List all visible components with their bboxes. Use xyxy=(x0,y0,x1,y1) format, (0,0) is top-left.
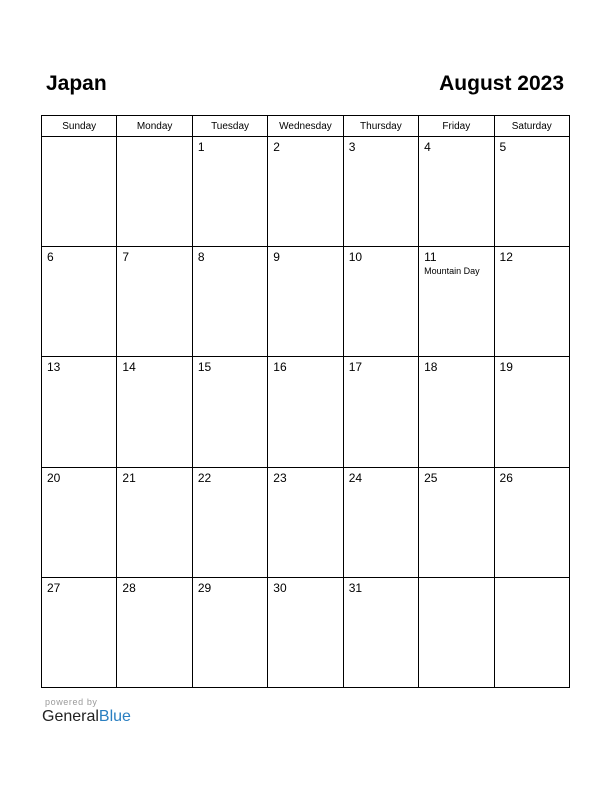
day-cell xyxy=(494,467,569,577)
holiday-label: Mountain Day xyxy=(424,266,480,277)
day-number: 22 xyxy=(197,470,212,485)
day-cell xyxy=(419,577,494,687)
day-number xyxy=(42,137,116,140)
week-row xyxy=(42,467,570,577)
day-number xyxy=(495,578,569,581)
day-cell xyxy=(117,467,192,577)
weekday-monday: Monday xyxy=(117,116,192,137)
weekday-header-row xyxy=(42,116,570,137)
day-number: 19 xyxy=(499,360,513,375)
day-number: 26 xyxy=(499,470,513,485)
day-number: 11 xyxy=(424,250,437,265)
day-number: 9 xyxy=(273,250,280,265)
day-cell xyxy=(268,137,343,247)
day-number: 6 xyxy=(47,250,54,265)
day-cell xyxy=(419,467,494,577)
day-number: 13 xyxy=(47,360,61,375)
day-number: 5 xyxy=(499,140,507,154)
day-cell xyxy=(192,467,267,577)
day-number: 12 xyxy=(499,250,513,265)
powered-by-label: powered by xyxy=(45,697,98,707)
logo-blue-text: Blue xyxy=(98,708,131,725)
day-number: 15 xyxy=(197,360,212,375)
day-cell xyxy=(343,137,418,247)
day-cell xyxy=(42,357,117,467)
day-number: 16 xyxy=(273,360,287,375)
day-number: 25 xyxy=(424,470,438,485)
week-row xyxy=(42,577,570,687)
week-row xyxy=(42,357,570,467)
logo-general-text: General xyxy=(42,708,99,725)
day-number: 30 xyxy=(273,580,287,595)
day-cell xyxy=(343,577,418,687)
day-cell xyxy=(419,137,494,247)
weekday-friday: Friday xyxy=(419,116,494,137)
day-cell xyxy=(343,467,418,577)
day-number: 3 xyxy=(348,140,356,154)
day-number: 27 xyxy=(47,580,61,595)
day-number: 31 xyxy=(348,580,363,595)
day-number: 28 xyxy=(122,580,136,595)
day-cell xyxy=(268,247,343,357)
day-cell xyxy=(192,247,267,357)
day-cell xyxy=(117,357,192,467)
day-number: 8 xyxy=(197,250,205,265)
day-cell xyxy=(494,137,569,247)
day-cell xyxy=(343,357,418,467)
day-cell xyxy=(42,577,117,687)
day-number: 14 xyxy=(122,360,136,375)
day-cell xyxy=(42,467,117,577)
day-number: 1 xyxy=(197,140,205,154)
weekday-tuesday: Tuesday xyxy=(192,116,267,137)
week-row xyxy=(42,247,570,357)
calendar-grid xyxy=(41,115,570,688)
day-cell xyxy=(42,137,117,247)
weekday-wednesday: Wednesday xyxy=(268,116,343,137)
day-cell xyxy=(494,247,569,357)
weekday-thursday: Thursday xyxy=(343,116,418,137)
day-number: 4 xyxy=(424,140,431,154)
day-number xyxy=(419,578,493,581)
day-number: 24 xyxy=(348,470,363,485)
day-cell xyxy=(192,357,267,467)
weekday-sunday: Sunday xyxy=(42,116,117,137)
day-cell xyxy=(268,467,343,577)
day-cell xyxy=(192,137,267,247)
day-cell xyxy=(117,247,192,357)
day-cell xyxy=(494,577,569,687)
week-row xyxy=(42,137,570,247)
day-number: 2 xyxy=(273,140,280,154)
day-cell xyxy=(268,357,343,467)
day-cell xyxy=(117,577,192,687)
footer-brand xyxy=(42,697,131,726)
day-number: 18 xyxy=(424,360,438,375)
day-number: 10 xyxy=(348,250,363,265)
day-number: 17 xyxy=(348,360,363,375)
day-cell xyxy=(192,577,267,687)
day-number: 20 xyxy=(47,470,61,485)
day-cell xyxy=(343,247,418,357)
weekday-saturday: Saturday xyxy=(494,116,569,137)
day-cell xyxy=(268,577,343,687)
day-number xyxy=(117,137,191,140)
day-number: 7 xyxy=(122,250,130,265)
day-number: 29 xyxy=(197,580,212,595)
day-cell xyxy=(42,247,117,357)
day-number: 21 xyxy=(122,470,136,485)
day-cell xyxy=(419,247,494,357)
generalblue-logo xyxy=(42,708,131,726)
day-cell xyxy=(117,137,192,247)
country-title: Japan xyxy=(46,72,107,95)
day-cell xyxy=(419,357,494,467)
day-number: 23 xyxy=(273,470,287,485)
month-title: August 2023 xyxy=(439,72,564,95)
day-cell xyxy=(494,357,569,467)
